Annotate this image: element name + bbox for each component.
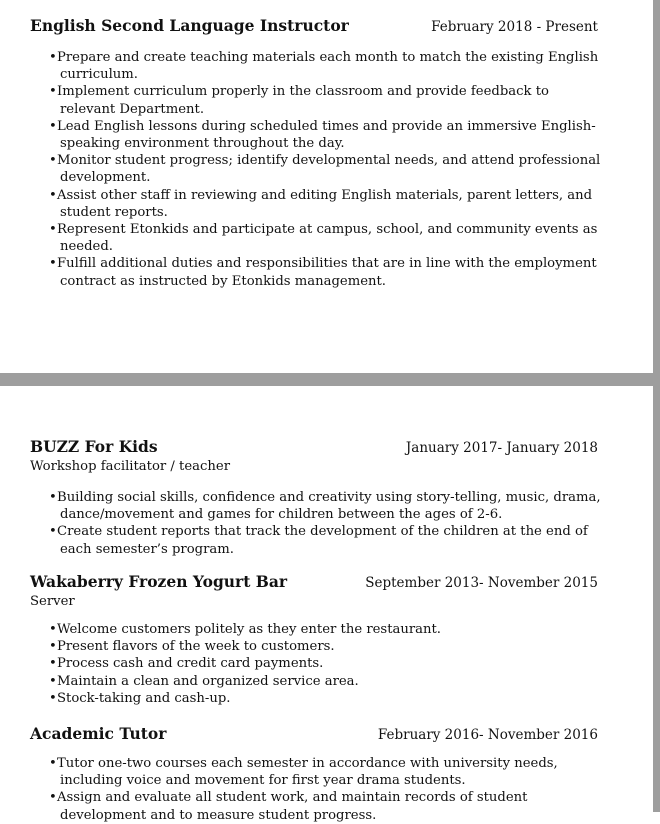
bullet-item <box>0 83 653 117</box>
bullet-item <box>0 49 653 83</box>
job-subtitle: Workshop facilitator / teacher <box>30 459 230 474</box>
bullet-marker-icon: • <box>49 50 57 65</box>
bullet-item <box>0 673 653 690</box>
bullet-line <box>0 541 653 558</box>
bullet-line <box>0 66 653 83</box>
bullet-text: dance/movement and games for children between the ages of 2-6. <box>60 507 503 523</box>
job-section-header <box>30 572 598 610</box>
viewer-gutter <box>653 0 660 812</box>
bullet-list <box>0 49 653 290</box>
bullet-line <box>0 690 653 707</box>
job-section-header <box>30 437 598 475</box>
bullet-text: Represent Etonkids and participate at campus, school, and community events as <box>57 222 598 238</box>
bullet-line <box>0 187 653 204</box>
bullet-text: development and to measure student progress. <box>60 807 377 823</box>
bullet-item <box>0 755 653 789</box>
bullet-line <box>0 673 653 690</box>
bullet-text: including voice and movement for first year drama students. <box>60 773 466 789</box>
bullet-line <box>0 169 653 186</box>
bullet-marker-icon: • <box>49 256 57 272</box>
bullet-text: student reports. <box>60 204 168 220</box>
bullet-text: relevant Department. <box>60 101 205 117</box>
bullet-item <box>0 187 653 221</box>
bullet-text: Present flavors of the week to customers. <box>57 639 335 655</box>
bullet-line <box>0 118 653 135</box>
bullet-text: Building social skills, confidence and creativity using story-telling, music, drama, <box>57 490 601 505</box>
bullet-line <box>0 83 653 100</box>
job-title: Wakaberry Frozen Yogurt Bar <box>30 572 288 591</box>
bullet-text: Lead English lessons during scheduled times and provide an immersive English- <box>57 118 596 134</box>
bullet-text: development. <box>60 170 151 186</box>
bullet-item <box>0 255 653 289</box>
bullet-line <box>0 638 653 655</box>
bullet-line <box>0 789 653 806</box>
bullet-line <box>0 489 653 506</box>
resume-page-2 <box>0 386 653 823</box>
job-section-header <box>30 16 598 37</box>
job-dates: February 2018 - Present <box>431 19 598 35</box>
bullet-line <box>0 204 653 221</box>
bullet-line <box>0 273 653 290</box>
bullet-text: Process cash and credit card payments. <box>57 656 324 672</box>
bullet-list <box>0 489 653 558</box>
job-title: English Second Language Instructor <box>30 16 349 35</box>
bullet-marker-icon: • <box>49 153 57 169</box>
bullet-line <box>0 135 653 152</box>
bullet-line <box>0 523 653 540</box>
bullet-text: Implement curriculum properly in the classroom and provide feedback to <box>57 84 549 100</box>
bullet-item <box>0 523 653 557</box>
job-dates: January 2017- January 2018 <box>405 440 598 456</box>
job-subtitle: Server <box>30 594 75 609</box>
bullet-marker-icon: • <box>49 622 57 637</box>
bullet-line <box>0 807 653 824</box>
bullet-text: contract as instructed by Etonkids management. <box>60 273 386 289</box>
bullet-marker-icon: • <box>49 690 57 706</box>
bullet-text: Welcome customers politely as they enter the restaurant. <box>57 622 441 637</box>
bullet-text: Assist other staff in reviewing and editing English materials, parent letters, and <box>57 187 593 203</box>
bullet-marker-icon: • <box>49 673 57 689</box>
bullet-text: Create student reports that track the development of the children at the end of <box>57 524 588 540</box>
bullet-item <box>0 152 653 186</box>
bullet-text: Stock-taking and cash-up. <box>57 690 231 706</box>
bullet-item <box>0 655 653 672</box>
job-title: Academic Tutor <box>30 724 167 743</box>
job-dates: September 2013- November 2015 <box>365 575 598 591</box>
bullet-line <box>0 152 653 169</box>
bullet-item <box>0 221 653 255</box>
bullet-line <box>0 101 653 118</box>
bullet-item <box>0 118 653 152</box>
bullet-marker-icon: • <box>49 490 57 505</box>
bullet-text: curriculum. <box>60 67 138 83</box>
bullet-text: Assign and evaluate all student work, and maintain records of student <box>57 790 528 806</box>
job-dates: February 2016- November 2016 <box>377 727 598 743</box>
job-section-header <box>30 724 598 745</box>
bullet-line <box>0 621 653 638</box>
bullet-marker-icon: • <box>49 639 57 655</box>
bullet-line <box>0 755 653 772</box>
bullet-text: Tutor one-two courses each semester in accordance with university needs, <box>57 756 558 771</box>
bullet-item <box>0 638 653 655</box>
resume-page-1 <box>0 0 653 373</box>
bullet-text: each semester’s program. <box>60 541 234 557</box>
bullet-item <box>0 789 653 823</box>
bullet-text: Monitor student progress; identify developmental needs, and attend professional <box>57 153 601 169</box>
bullet-list <box>0 621 653 707</box>
job-title: BUZZ For Kids <box>30 437 158 456</box>
bullet-marker-icon: • <box>49 756 57 771</box>
bullet-item <box>0 489 653 523</box>
bullet-line <box>0 238 653 255</box>
bullet-line <box>0 49 653 66</box>
bullet-marker-icon: • <box>49 84 57 100</box>
bullet-marker-icon: • <box>49 222 57 238</box>
bullet-line <box>0 772 653 789</box>
bullet-marker-icon: • <box>49 187 57 203</box>
bullet-text: Maintain a clean and organized service area. <box>57 673 359 689</box>
bullet-marker-icon: • <box>49 118 57 134</box>
bullet-item <box>0 621 653 638</box>
bullet-text: needed. <box>60 239 113 255</box>
bullet-marker-icon: • <box>49 656 57 672</box>
bullet-text: Fulfill additional duties and responsibilities that are in line with the employment <box>57 256 597 272</box>
bullet-line <box>0 506 653 523</box>
bullet-line <box>0 255 653 272</box>
bullet-line <box>0 221 653 238</box>
bullet-item <box>0 690 653 707</box>
bullet-text: speaking environment throughout the day. <box>60 136 345 152</box>
bullet-text: Prepare and create teaching materials each month to match the existing English <box>57 50 599 65</box>
bullet-line <box>0 655 653 672</box>
bullet-list <box>0 755 653 824</box>
bullet-marker-icon: • <box>49 790 57 806</box>
page-break-gap <box>0 373 660 386</box>
bullet-marker-icon: • <box>49 524 57 540</box>
